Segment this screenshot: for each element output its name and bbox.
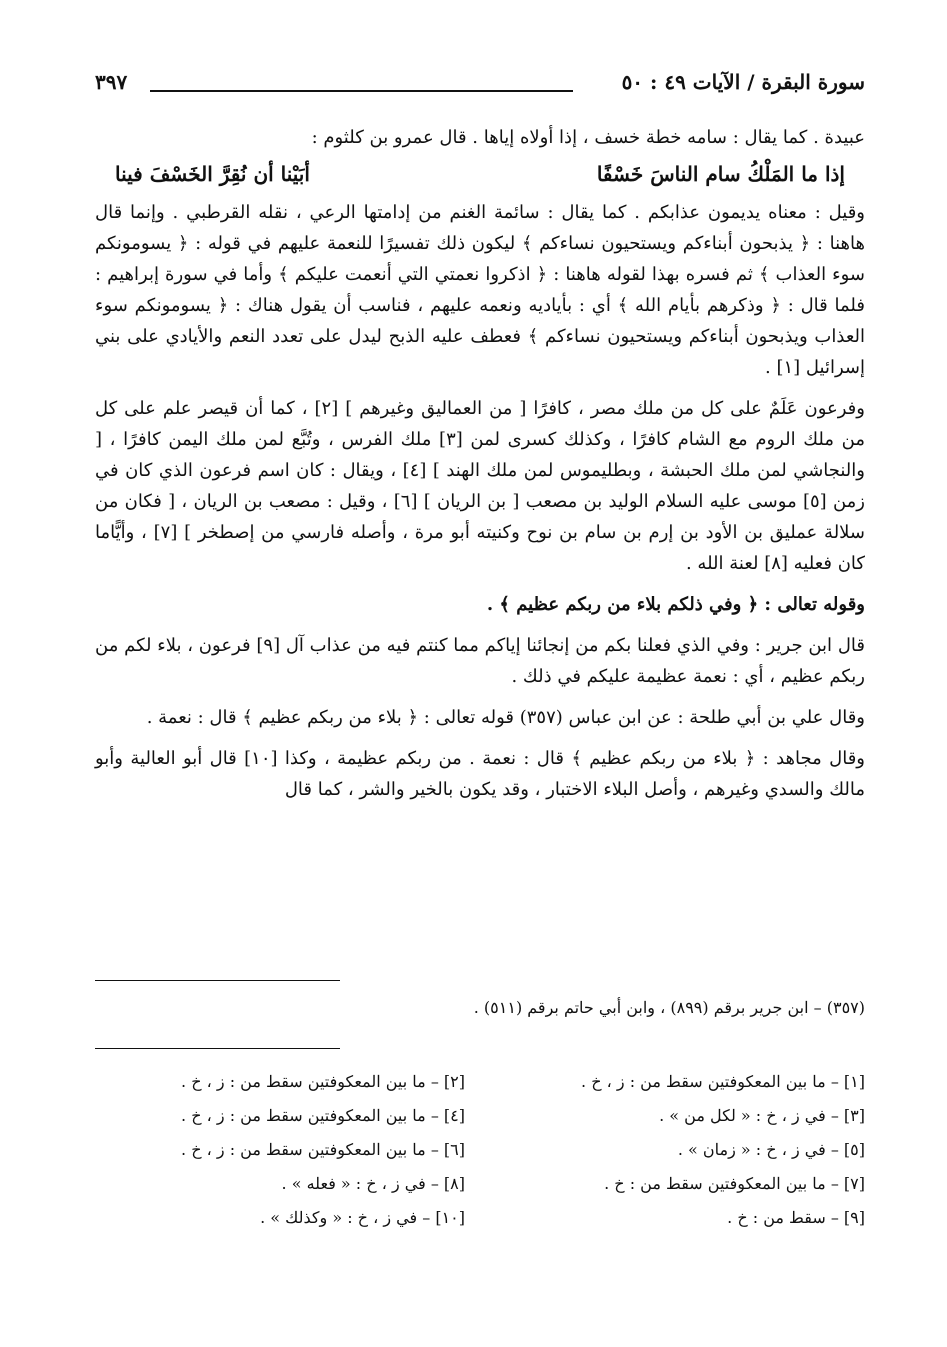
paragraph-7: وقال مجاهد : ﴿ بلاء من ربكم عظيم ﴾ قال : نعمة . من ربكم عظيمة ، وكذا [١٠] قال أبو العالية وأبو مالك والسدي وغيرهم ، وأصل البلاء الاختبار ، وقد يكون بالخير والشر ، كما قال [95,748,866,800]
paragraph-5: قال ابن جرير : وفي الذي فعلنا بكم من إنجائنا إياكم مما كنتم فيه من عذاب آل [٩] فرعون ، بلاء لكم من ربكم عظيم ، أي : نعمة عظيمة عليكم في ذلك . [95,635,865,687]
paragraph-3: وفرعون عَلَمٌ على كل من ملك مصر ، كافرًا [ من العماليق وغيرهم ] [٢] ، كما أن قيصر علم على كل من ملك الروم مع الشام كافرًا ، وكذلك كسرى لمن [٣] ملك الفرس ، وتُبَّع لمن ملك اليمن كافرًا ، [ والنجاشي لمن ملك الحبشة ، وبطليموس لمن ملك الهند ] [٤] ، ويقال : كان اسم فرعون الذي كان في زمن [٥] موسى عليه السلام الوليد بن مصعب [ بن الريان ] [٦] ، وقيل : مصعب بن الريان ، [ فكان من سلالة عمليق بن الأود بن إرم بن سام بن نوح وكنيته أبو مرة ، وأصله فارسي من إصطخر ] [٧] ، وأيًّاما كان فعليه [٨] لعنة الله . [95,398,865,574]
poem-second-hemistich: أبَيْنا أن نُقِرَّ الخَسْفَ فينا [115,162,310,186]
poem-first-hemistich: إذا ما المَلْكُ سام الناسَ خَسْفًا [596,162,845,186]
paragraph-4: وقوله تعالى : ﴿ وفي ذلكم بلاء من ربكم عظيم ﴾ . [486,594,865,615]
surah-title: سورة البقرة / الآيات ٤٩ : ٥٠ [621,70,865,94]
page-number: ٣٩٧ [95,70,128,94]
footnote-rule [95,980,340,981]
manuscript-notes [95,1068,865,1232]
note-item: [٨] – في ز ، خ : « فعله » . [281,1174,465,1193]
paragraph-6: وقال علي بن أبي طلحة : عن ابن عباس (٣٥٧) قوله تعالى : ﴿ بلاء من ربكم عظيم ﴾ قال : نعمة . [146,707,865,728]
note-item: [٧] – ما بين المعكوفتين سقط من : خ . [604,1174,865,1193]
header-rule [150,90,573,92]
hadith-footnote: (٣٥٧) – ابن جرير برقم (٨٩٩) ، وابن أبي حاتم برقم (٥١١) . [473,998,865,1017]
note-item: [٤] – ما بين المعكوفتين سقط من : ز ، خ . [181,1106,465,1125]
note-item: [٣] – في ز ، خ : « لكل من » . [659,1106,865,1125]
paragraph-1: عبيدة . كما يقال : سامه خطة خسف ، إذا أولاه إياها . قال عمرو بن كلثوم : [311,127,865,148]
note-item: [١] – ما بين المعكوفتين سقط من : ز ، خ . [581,1072,865,1091]
note-item: [٢] – ما بين المعكوفتين سقط من : ز ، خ . [181,1072,465,1091]
paragraph-2: وقيل : معناه يديمون عذابكم . كما يقال : سائمة الغنم من إدامتها الرعي ، نقله القرطبي . وإنما قال هاهنا : ﴿ يذبحون أبناءكم ويستحيون نساءكم ﴾ ليكون ذلك تفسيرًا للنعمة عليهم في قوله : ﴿ يسومونكم سوء العذاب ﴾ ثم فسره بهذا لقوله هاهنا : ﴿ اذكروا نعمتي التي أنعمت عليكم ﴾ وأما في سورة إبراهيم : فلما قال : ﴿ وذكرهم بأيام الله ﴾ أي : بأياديه ونعمه عليهم ، فناسب أن يقول هناك : ﴿ يسومونكم سوء العذاب ويذبحون أبناءكم ويستحيون نساءكم ﴾ فعطف عليه الذبح ليدل على تعدد النعم والأيادي على بني إسرائيل [١] . [95,202,865,378]
page-header [95,70,865,100]
note-item: [٥] – في ز ، خ : « زمان » . [677,1140,865,1159]
note-item: [١٠] – في ز ، خ : « وكذلك » . [260,1208,465,1227]
note-item: [٦] – ما بين المعكوفتين سقط من : ز ، خ . [181,1140,465,1159]
notes-rule [95,1048,340,1049]
poem-verse [115,157,845,191]
main-text [95,122,865,815]
note-item: [٩] – سقط من : خ . [727,1208,865,1227]
